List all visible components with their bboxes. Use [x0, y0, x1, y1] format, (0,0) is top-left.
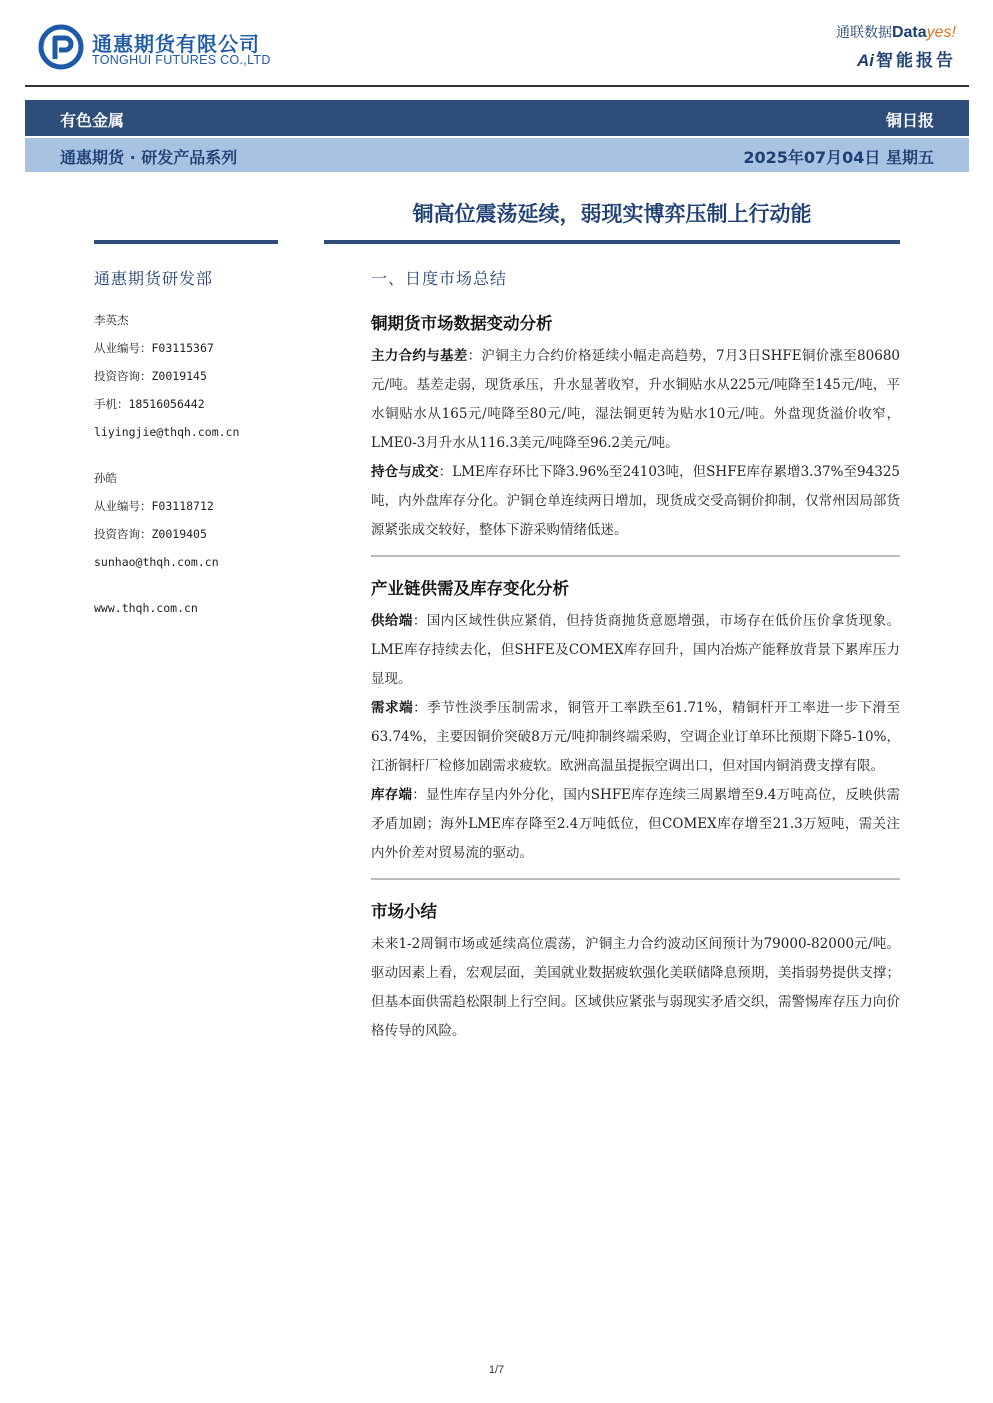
analyst2-email: sunhao@thqh.com.cn: [94, 555, 219, 569]
section-divider: [371, 555, 900, 557]
datayes-cn: 通联数据: [835, 25, 892, 41]
ai-report-label: 智能报告: [876, 51, 956, 71]
main-title-rule: [324, 240, 900, 244]
sidebar-title-rule: [94, 240, 278, 244]
subsection-heading: 市场小结: [371, 902, 437, 921]
series-band: [25, 138, 969, 172]
paragraph-text: ：显性库存呈内外分化，国内SHFE库存连续三周累增至9.4万吨高位，反映供需矛盾加剧；海外LME库存降至2.4万吨低位，但COMEX库存增至21.3万短吨，需关注内外价差对贸易流的驱动。: [371, 787, 901, 861]
analyst1-email: liyingjie@thqh.com.cn: [94, 425, 240, 439]
paragraph-label: 持仓与成交: [371, 464, 439, 480]
paragraph-text: ：沪铜主力合约价格延续小幅走高趋势，7月3日SHFE铜价涨至80680元/吨。基差走弱，现货承压，升水显著收窄，升水铜贴水从225元/吨降至145元/吨，平水铜贴水从165元/吨降至80元/吨，湿法铜更转为贴水10元/吨。外盘现货溢价收窄，LME0-3月升水从116.3美元/吨降至96.2美元/吨。: [371, 348, 901, 451]
page-number: 1/7: [488, 1364, 505, 1376]
page-title: 铜高位震荡延续，弱现实博弈压制上行动能: [412, 202, 812, 226]
website-link[interactable]: www.thqh.com.cn: [94, 601, 198, 615]
datayes-logo: [836, 22, 956, 42]
paragraph-main-contract: [371, 342, 900, 458]
paragraph-label: 供给端: [371, 613, 413, 629]
datayes-en-yes: yes!: [926, 24, 956, 41]
paragraph-label: 主力合约与基差: [371, 348, 468, 364]
paragraph-text: ：国内区域性供应紧俏，但持货商抛货意愿增强，市场存在低价压价拿货现象。LME库存持续去化，但SHFE及COMEX库存回升，国内冶炼产能释放背景下累库压力显现。: [371, 613, 901, 687]
subsection-heading: 产业链供需及库存变化分析: [371, 579, 569, 598]
paragraph-text: ：季节性淡季压制需求，铜管开工率跌至61.71%，精铜杆开工率进一步下滑至63.74%，主要因铜价突破8万元/吨抑制终端采购，空调企业订单环比预期下降5-10%，江浙铜杆厂检修加剧需求疲软。欧洲高温虽提振空调出口，但对国内铜消费支撑有限。: [371, 700, 900, 774]
paragraph-demand: [371, 694, 900, 781]
research-dept: 通惠期货研发部: [94, 269, 214, 288]
analyst1-consult: 投资咨询：Z0019145: [94, 369, 207, 383]
company-logo-icon: [38, 24, 84, 70]
report-body: [371, 266, 900, 1046]
analyst2-license: 从业编号：F03118712: [94, 499, 214, 513]
paragraph-summary: 未来1-2周铜市场或延续高位震荡，沪铜主力合约波动区间预计为79000-82000元/吨。驱动因素上看，宏观层面，美国就业数据疲软强化美联储降息预期，美指弱势提供支撑；但基本面供需趋松限制上行空间。区域供应紧张与弱现实矛盾交织，需警惕库存压力向价格传导的风险。: [371, 936, 900, 1039]
paragraph-position: [371, 458, 900, 545]
datayes-en-data: Data: [891, 24, 927, 41]
company-name-cn: 通惠期货有限公司: [92, 32, 260, 56]
analyst1-name: 李英杰: [94, 313, 129, 327]
analyst1-license: 从业编号：F03115367: [94, 341, 214, 355]
category-band: [25, 100, 969, 136]
paragraph-label: 需求端: [371, 700, 414, 716]
analyst2-name: 孙皓: [94, 471, 117, 485]
paragraph-supply: [371, 607, 900, 694]
analyst2-consult: 投资咨询：Z0019405: [94, 527, 207, 541]
header-divider: [25, 85, 969, 87]
analyst1-phone: 手机：18516056442: [94, 397, 205, 411]
subsection-heading: 铜期货市场数据变动分析: [371, 314, 553, 333]
paragraph-text: ：LME库存环比下降3.96%至24103吨，但SHFE库存累增3.37%至94325吨，内外盘库存分化。沪铜仓单连续两日增加，现货成交受高铜价抑制，仅常州因局部货源紧张成交较好，整体下游采购情绪低迷。: [371, 464, 900, 538]
ai-mark: Ai: [857, 51, 874, 70]
report-type-label: 铜日报: [885, 111, 934, 130]
section-divider: [371, 878, 900, 880]
paragraph-label: 库存端: [371, 787, 413, 803]
category-label: 有色金属: [60, 111, 125, 130]
company-name-en: TONGHUI FUTURES CO.,LTD: [92, 53, 271, 67]
section-heading: 一、日度市场总结: [371, 269, 508, 288]
report-date: 2025年07月04日 星期五: [743, 148, 934, 167]
ai-report-logo: [857, 46, 956, 71]
series-label: 通惠期货 · 研发产品系列: [60, 148, 238, 167]
paragraph-inventory: [371, 781, 900, 868]
analyst-sidebar: [94, 266, 294, 628]
